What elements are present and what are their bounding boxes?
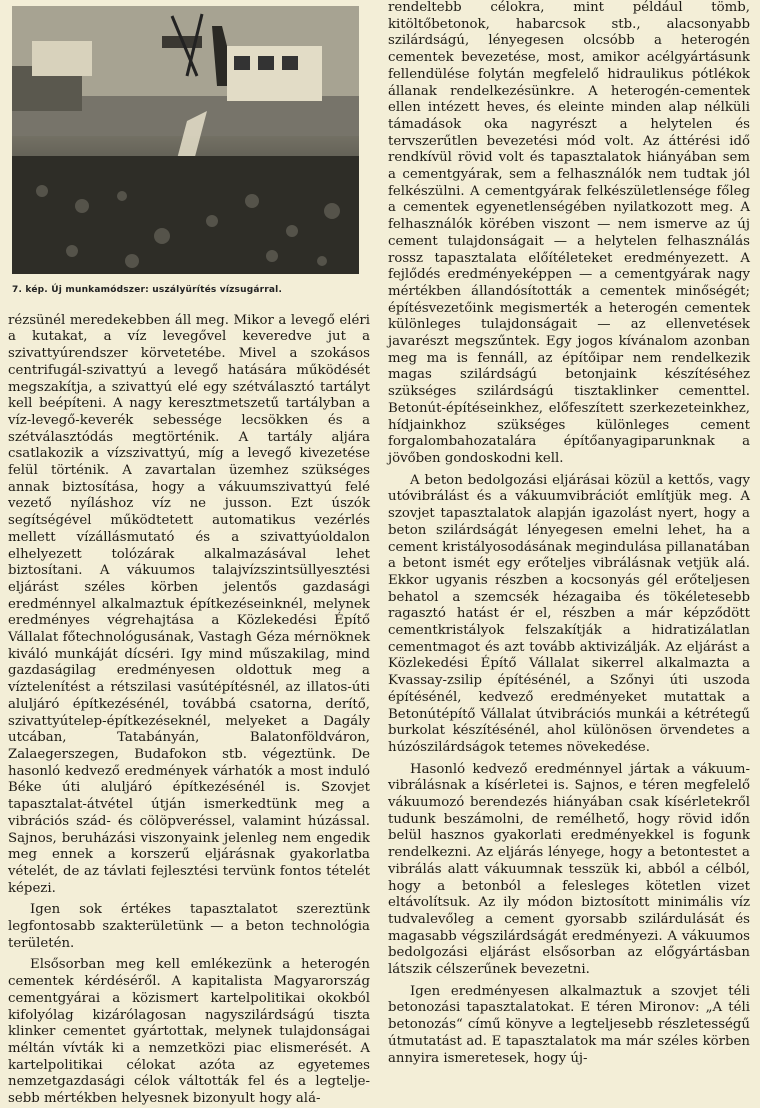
barge-unloading-photo: [12, 6, 359, 274]
left-paragraph-3: Elsősorban meg kell emlékezünk a heterogén cementek kérdéséről. A kapitalista Magyarország cementgyárai a közismert kartelpolitikai okokból kifolyólag kizárólagosan nagyszilárdságú tiszta klinker cementet gyártottak, melynek tulajdonságai méltán vívták ki a nemzetközi piac elismerését. A kartelpolitikai célokat azóta az egyetemes nemzetgazdasági célok váltották fel és a legtelje-sebb mértékben helyesnek bizonyult hogy alá-: [8, 957, 370, 1107]
left-paragraph-1: rézsünél meredekebben áll meg. Mikor a levegő eléri a kutakat, a víz levegővel keveredve jut a szivattyúrendszer körvetetébe. Mivel a szokásos centrifugál-szivattyú a levegő hatására működését megszakítja, a szivattyú elé egy szétválasztó tartályt kell beépíteni. A nagy keresztmetszetű tartályban a víz-levegő-keverék sebessége lecsökken és a szétválasztódás megtörténik. A tartály aljára csatlakozik a vízszivattyú, míg a levegő kivezetése felül történik. A zavartalan üzemhez szükséges annak biztosítása, hogy a vákuumszivattyú felé vezető nyíláshoz víz ne jusson. Ezt úszók segítségével működtetett automatikus vezérlés mellett vízállásmutató és a szivattyúoldalon elhelyezett tolózárak alkalmazásával lehet biztosítani. A vákuumos talajvízszintsüllyesztési eljárást széles körben jelentős gazdasági eredménnyel alkalmaztuk építkezéseinknél, melynek eredményes végrehajtása a Közlekedési Építő Vállalat főtechnológusának, Vastagh Géza mérnöknek kiváló munkáját dícséri. Igy mind műszakilag, mind gazdaságilag eredményesen oldottuk meg a víztelenítést a rétszilasi vasútépítésnél, az illatos-úti aluljáró építkezésénél, továbbá csatorna, derítő, szivattyútelep-építkezéseknél, melyeket a Dagály utcában, Tatabányán, Balatonföldváron, Zalaegerszegen, Budafokon stb. végeztünk. De hasonló kedvező eredmények várhatók a most induló Béke úti aluljáró építkezésénél is. Szovjet tapasztalat-átvétel útján ismerkedtünk meg a vibrációs szád- és cölöpveréssel, valamint húzással. Sajnos, beruházási viszonyaink jelenleg nem engedik meg ennek a korszerű eljárásnak gyakorlatba vételét, de az távlati fejlesztési tervünk fontos tételét képezi.: [8, 312, 370, 896]
photo-illustration: [12, 6, 359, 274]
right-paragraph-1: rendeltebb célokra, mint például tömb, kitöltőbetonok, habarcsok stb., alacsonyabb szilárdságú, lényegesen olcsóbb a heterogén cementek bevezetése, most, amikor acélgyártásunk fellendülése folytán megfelelő hidraulikus pótlékok állanak rendelkezésünkre. A heterogén-cementek ellen intézett heves, és eleinte minden alap nélküli támadások oka nagyrészt a helytelen és tervszerűtlen bevezetési mód volt. Az áttérési idő rendkívül rövid volt és tapasztalatok hiányában sem a cementgyárak, sem a felhasználók nem tudtak jól felkészülni. A cementgyárak felkészületlensége főleg a cementek egyenetlenségében nyilatkozott meg. A felhasználók körében viszont — nem ismerve az új cement tulajdonságait — a helytelen felhasználás rossz tapasztalata előítéleteket eredményezett. A fejlődés eredményeképpen — a cementgyárak nagy mértékben állandósították a cementek minőségét; építésvezetőink megismerték a heterogén cementek különleges tulajdonságait — az ellenvetések javarészt megszűntek. Egy jogos kívánalom azonban meg ma is fennáll, az építőipar nem rendelkezik magas szilárdságú betonjaink készítéséhez szükséges szilárdságú tisztaklinker cementtel. Betonút-építéseinkhez, előfeszített szerkezeteinkhez, hídjainkhoz szükséges különleges cement forgalombahozatalára építőanyagiparunknak a jövőben gondoskodni kell.: [388, 0, 750, 466]
right-column: [388, 0, 750, 1067]
left-paragraph-2: Igen sok értékes tapasztalatot szereztünk legfontosabb szakterületünk — a beton technológia területén.: [8, 902, 370, 951]
photo-caption: 7. kép. Új munkamódszer: uszályürítés vízsugárral.: [12, 285, 283, 295]
left-column: [8, 0, 370, 1108]
right-paragraph-2: A beton bedolgozási eljárásai közül a kettős, vagy utóvibrálást és a vákuumvibrációt említjük meg. A szovjet tapasztalatok alapján igazolást nyert, hogy a beton szilárdságát lényegesen emelni lehet, ha a cement kristályosodásának megindulása pillanatában a betont ismét egy erőteljes vibrálásnak vetjük alá. Ekkor ugyanis részben a kocsonyás gél erőteljesen behatol a szemcsék hézagaiba és tökéletesebb ragasztó hatást ér el, részben a már képződött cementkristályok felszakítják a hidratizálatlan cementmagot és azt tovább aktivizálják. Az eljárást a Közlekedési Építő Vállalat sikerrel alkalmazta a Kvassay-zsilip építésénél, a Szőnyi úti uszoda építésénél, kedvező eredményeket mutattak a Betonútépítő Vállalat útvibrációs munkái a kétrétegű burkolat készítésénél, ahol különösen örvendetes a húzószilárdságok tetemes növekedése.: [388, 472, 750, 755]
right-paragraph-4: Igen eredményesen alkalmaztuk a szovjet téli betonozási tapasztalatokat. E téren Mironov: „A téli betonozás“ című könyve a legteljesebb részletességű útmutatást ad. E tapasztalatok ma már széles körben annyira ismeretesek, hogy új-: [388, 983, 750, 1066]
right-paragraph-3: Hasonló kedvező eredménnyel jártak a vákuum-vibrálásnak a kísérletei is. Sajnos, e téren megfelelő vákuumozó berendezés hiányában csak kísérletekről tudunk beszámolni, de remélhető, hogy rövid időn belül hasznos gyakorlati eredményekkel is fogunk rendelkezni. Az eljárás lényege, hogy a betontestet a vibrálás alatt vákuumnak tesszük ki, abból a célból, hogy a betonból a felesleges kötetlen vizet eltávolítsuk. Az ily módon biztosított minimális víz tudvalevőleg a cement gyorsabb szilárdulását és magasabb végszilárdságát eredményezi. A vákuumos bedolgozási eljárást elsősorban az előgyártásban látszik célszerűnek bevezetni.: [388, 761, 750, 978]
